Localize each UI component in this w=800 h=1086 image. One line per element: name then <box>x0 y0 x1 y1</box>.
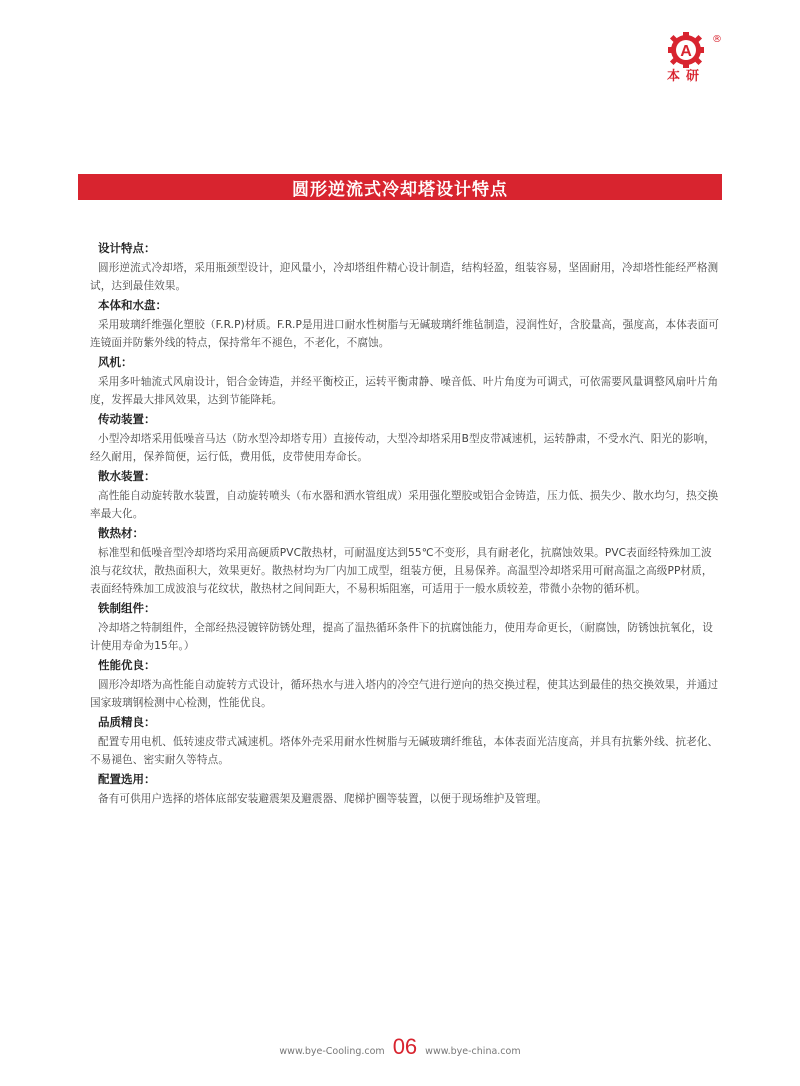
section-text: 圆形冷却塔为高性能自动旋转方式设计，循环热水与进入塔内的冷空气进行逆向的热交换过程，使其达到最佳的热交换效果，并通过国家玻璃钢检测中心检测，性能优良。 <box>90 679 719 709</box>
page-title: 圆形逆流式冷却塔设计特点 <box>292 179 508 200</box>
section-heading: 散水装置： <box>98 469 156 483</box>
section-heading: 铁制组件： <box>98 601 156 615</box>
feature-list <box>90 238 720 808</box>
section-sprinkler <box>90 466 720 523</box>
section-heading: 本体和水盘： <box>98 298 167 312</box>
section-fan <box>90 352 720 409</box>
section-text: 小型冷却塔采用低噪音马达（防水型冷却塔专用）直接传动，大型冷却塔采用B型皮带减速机，运转静肃，不受水汽、阳光的影响，经久耐用，保养简便，运行低，费用低，皮带使用寿命长。 <box>90 433 715 463</box>
section-text: 采用玻璃纤维强化塑胶（F.R.P)材质。F.R.P是用进口耐水性树脂与无碱玻璃纤维毡制造，浸润性好，含胶量高，强度高，本体表面可连镜面并防紫外线的特点，保持常年不褪色，不老化，不腐蚀。 <box>90 319 719 349</box>
section-heading: 性能优良： <box>98 658 156 672</box>
section-text: 备有可供用户选择的塔体底部安装避震架及避震器、爬梯护圈等装置，以便于现场维护及管理。 <box>98 793 548 805</box>
footer-url-left[interactable]: www.bye-Cooling.com <box>279 1046 385 1057</box>
footer-url-right[interactable]: www.bye-china.com <box>425 1046 521 1057</box>
section-text: 配置专用电机、低转速皮带式减速机。塔体外壳采用耐水性树脂与无碱玻璃纤维毡，本体表面光洁度高，并具有抗紫外线、抗老化、不易褪色、密实耐久等特点。 <box>90 736 719 766</box>
section-iron-components <box>90 598 720 655</box>
section-text: 冷却塔之特制组件，全部经热浸镀锌防锈处理，提高了温热循环条件下的抗腐蚀能力，使用寿命更长，（耐腐蚀，防锈蚀抗氧化，设计使用寿命为15年。） <box>90 622 713 652</box>
section-design-features <box>90 238 720 295</box>
section-transmission <box>90 409 720 466</box>
page-title-banner <box>78 174 722 200</box>
section-quality <box>90 712 720 769</box>
logo-gear-icon <box>658 30 728 82</box>
section-text: 圆形逆流式冷却塔，采用瓶颈型设计，迎风量小，冷却塔组件精心设计制造，结构轻盈，组装容易，坚固耐用，冷却塔性能经严格测试，达到最佳效果。 <box>90 262 719 292</box>
section-fill-material <box>90 523 720 598</box>
section-heading: 传动装置： <box>98 412 156 426</box>
section-configuration <box>90 769 720 808</box>
section-body-and-basin <box>90 295 720 352</box>
section-performance <box>90 655 720 712</box>
page-footer <box>0 1034 800 1060</box>
section-heading: 配置选用： <box>98 772 156 786</box>
svg-text:®: ® <box>712 34 722 45</box>
page-number: 06 <box>392 1034 418 1059</box>
company-logo <box>658 30 728 82</box>
svg-text:A: A <box>680 43 692 60</box>
section-heading: 风机： <box>98 355 133 369</box>
section-heading: 品质精良： <box>98 715 156 729</box>
section-text: 高性能自动旋转散水装置，自动旋转喷头（布水器和洒水管组成）采用强化塑胶或铝合金铸造，压力低、损失少、散水均匀，热交换率最大化。 <box>90 490 719 520</box>
section-heading: 设计特点： <box>98 241 156 255</box>
svg-text:本研: 本研 <box>666 69 706 82</box>
section-text: 采用多叶轴流式风扇设计，铝合金铸造，并经平衡校正，运转平衡肃静、噪音低、叶片角度为可调式，可依需要风量调整风扇叶片角度，发挥最大排风效果，达到节能降耗。 <box>90 376 719 406</box>
section-text: 标准型和低噪音型冷却塔均采用高硬质PVC散热材，可耐温度达到55℃不变形，具有耐老化，抗腐蚀效果。PVC表面经特殊加工波浪与花纹状，散热面积大，效果更好。散热材均为厂内加工成型，组装方便，且易保养。高温型冷却塔采用可耐高温之高级PP材质，表面经特殊加工成波浪与花纹状，散热材之间间距大，不易积垢阻塞，可适用于一般水质较差，带微小杂物的循环机。 <box>90 547 713 595</box>
section-heading: 散热材： <box>98 526 144 540</box>
